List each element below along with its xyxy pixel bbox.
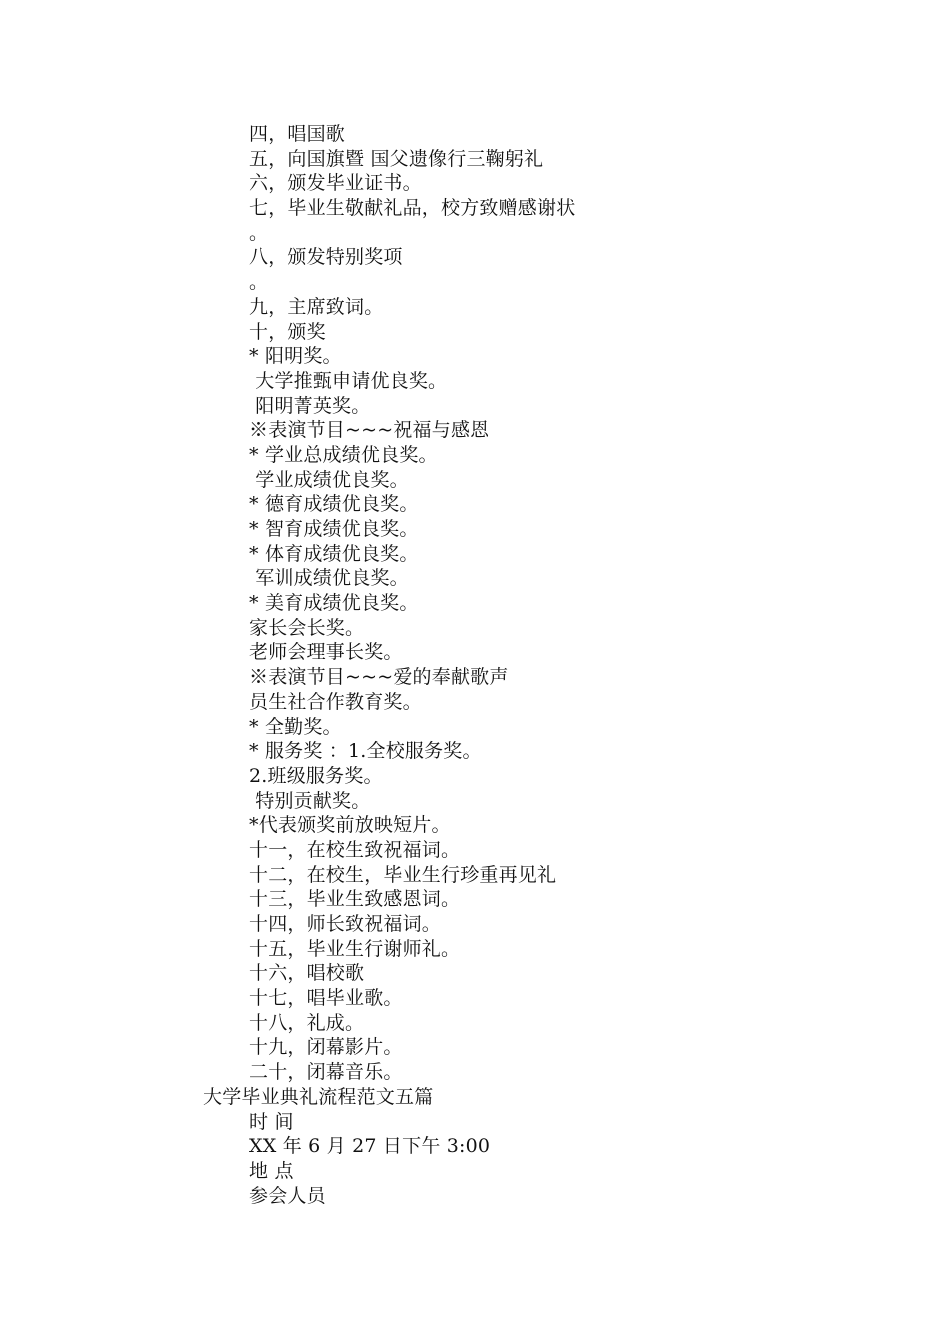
award-item: * 服务奖 ：1.全校服务奖。 xyxy=(249,740,482,763)
program-line-20: 二十，闭幕音乐。 xyxy=(249,1061,403,1084)
program-line-17: 十七，唱毕业歌。 xyxy=(249,987,403,1010)
document-body xyxy=(0,122,950,1208)
award-item: 家长会长奖。 xyxy=(249,616,365,639)
award-item: * 全勤奖。 xyxy=(249,715,342,738)
award-item: 特别贡献奖。 xyxy=(249,789,371,812)
performance-item: ※表演节目~~~爱的奉献歌声 xyxy=(249,666,509,689)
award-item: 员生社合作教育奖。 xyxy=(249,690,422,713)
program-line-7: 七，毕业生敬献礼品，校方致赠感谢状 xyxy=(249,197,576,220)
program-line-19: 十九，闭幕影片。 xyxy=(249,1036,403,1059)
program-line-14: 十四，师长致祝福词。 xyxy=(249,913,442,935)
program-line-18: 十八，礼成。 xyxy=(249,1011,365,1034)
award-item: 老师会理事长奖。 xyxy=(249,641,403,664)
program-line-8-cont: 。 xyxy=(249,271,269,294)
program-line-16: 十六，唱校歌 xyxy=(249,962,365,985)
info-time-label: 时 间 xyxy=(249,1110,294,1133)
info-time-value: XX 年 6 月 27 日下午 3:00 xyxy=(249,1135,491,1158)
award-item: * 德育成绩优良奖。 xyxy=(249,493,419,516)
award-item: * 体育成绩优良奖。 xyxy=(249,542,419,565)
award-item: * 智育成绩优良奖。 xyxy=(249,518,419,540)
info-location-label: 地 点 xyxy=(249,1159,294,1182)
program-line-8: 八，颁发特别奖项 xyxy=(249,246,403,269)
award-item: * 阳明奖。 xyxy=(249,345,342,368)
performance-item: ※表演节目~~~祝福与感恩 xyxy=(249,419,490,442)
program-line-4: 四，唱国歌 xyxy=(249,123,346,145)
award-item: 军训成绩优良奖。 xyxy=(249,567,409,590)
award-item: 大学推甄申请优良奖。 xyxy=(249,369,448,392)
program-line-11: 十一，在校生致祝福词。 xyxy=(249,838,461,861)
program-line-10: 十，颁奖 xyxy=(249,320,326,343)
award-item: 2.班级服务奖。 xyxy=(249,764,383,787)
award-item: * 学业总成绩优良奖。 xyxy=(249,443,438,466)
info-attendees-label: 参会人员 xyxy=(249,1184,326,1207)
program-line-5: 五，向国旗暨 国父遗像行三鞠躬礼 xyxy=(249,147,544,170)
award-item: *代表颁奖前放映短片。 xyxy=(249,814,451,837)
program-line-9: 九，主席致词。 xyxy=(249,295,384,318)
award-item: * 美育成绩优良奖。 xyxy=(249,592,419,615)
program-line-12: 十二，在校生，毕业生行珍重再见礼 xyxy=(249,863,557,886)
program-line-7-cont: 。 xyxy=(249,221,269,244)
program-line-13: 十三，毕业生致感恩词。 xyxy=(249,888,461,911)
program-line-6: 六，颁发毕业证书。 xyxy=(249,172,422,195)
award-item: 学业成绩优良奖。 xyxy=(249,468,409,491)
section-title: 大学毕业典礼流程范文五篇 xyxy=(203,1085,434,1108)
award-item: 阳明菁英奖。 xyxy=(249,394,371,417)
program-line-15: 十五，毕业生行谢师礼。 xyxy=(249,937,461,960)
